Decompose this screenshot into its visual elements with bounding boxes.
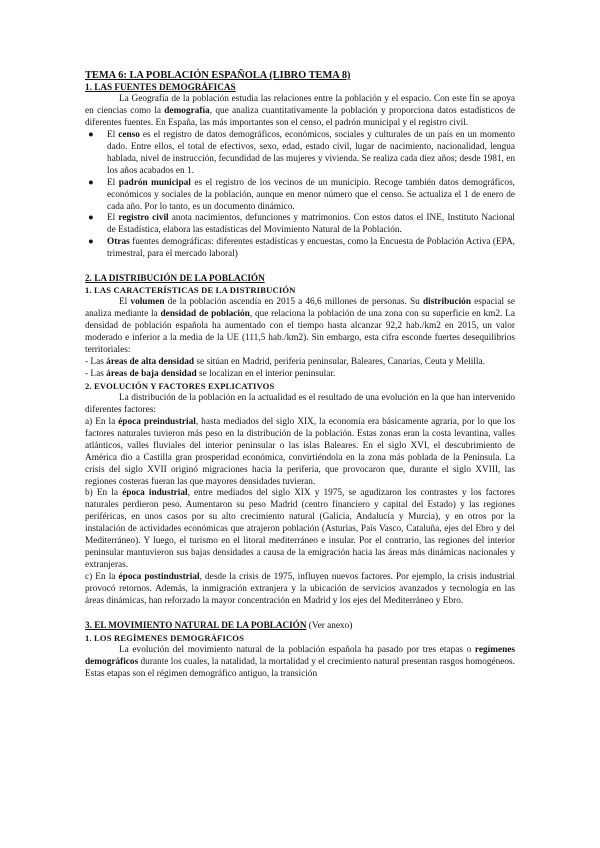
document-body <box>85 70 515 681</box>
line-alta-densidad: - Las áreas de alta densidad se sitúan en Madrid, periferia peninsular, Baleares, Canarias, Ceuta y Melilla. <box>85 356 485 367</box>
document-title: TEMA 6: LA POBLACIÓN ESPAÑOLA (LIBRO TEMA 8) <box>85 70 351 81</box>
bullet-icon: ● <box>88 177 94 188</box>
sources-list <box>85 130 515 261</box>
bullet-icon: ● <box>88 213 94 224</box>
subsection-heading-caracteristicas: 1. LAS CARACTERÍSTICAS DE LA DISTRIBUCIÓN <box>85 285 296 296</box>
section-heading-distribucion: 2. LA DISTRIBUCIÓN DE LA POBLACIÓN <box>85 273 265 284</box>
list-item-otras: ● Otras fuentes demográficas: diferentes estadísticas y encuestas, como la Encuesta de Población Activa (EPA, trimestral, para el mercado laboral) <box>88 237 515 260</box>
list-item-censo: ● El censo es el registro de datos demográficos, económicos, sociales y culturales de un país en un momento dado. Entre ellos, el total de efectivos, sexo, edad, estado civil, lugar de nacimiento, nacionalidad, lengua hablada, nivel de instrucción, fecundidad de las mujeres y vivienda. Se realiza cada diez años; desde 1981, en los años acabados en 1. <box>88 129 515 176</box>
line-baja-densidad: - Las áreas de baja densidad se localizan en el interior peninsular. <box>85 368 336 379</box>
section-heading-fuentes: 1. LAS FUENTES DEMOGRÁFICAS <box>85 82 236 92</box>
bullet-icon: ● <box>88 129 94 140</box>
subsection-heading-evolucion: 2. EVOLUCIÓN Y FACTORES EXPLICATIVOS <box>85 380 275 391</box>
list-item-padron: ● El padrón municipal es el registro de los vecinos de un municipio. Recoge también datos demográficos, económicos y sociales de la población, aunque en menor número que el censo. Se actualiza el 1 de enero de cada año. Por lo tanto, es un documento dinámico. <box>88 177 516 212</box>
annex-note: (Ver anexo) <box>306 620 353 631</box>
paragraph-intro: La Geografía de la población estudia las relaciones entre la población y el espacio. Con este fin se apoya en ciencias como la demografía, que analiza cuantitativamente la población y proporciona datos estadísticos de diferentes fuentes. En España, las más importantes son el censo, el padrón municipal y el registro civil. <box>85 93 516 128</box>
section-heading-movimiento: 3. EL MOVIMIENTO NATURAL DE LA POBLACIÓN (Ver anexo) <box>85 619 353 631</box>
paragraph-regimenes: La evolución del movimiento natural de la población española ha pasado por tres etapas o regímenes demográficos durante los cuales, la natalidad, la mortalidad y el crecimiento natural presentan rasgos homogéneos. Estas etapas son el régimen demográfico antiguo, la transición <box>85 644 515 679</box>
paragraph-postindustrial: c) En la época postindustrial, desde la crisis de 1975, influyen nuevos factores. Por ejemplo, la crisis industrial provocó retornos. Además, la inmigración extranjera y la ubicación de servicios avanzados y tecnología en las áreas dinámicas, han reforzado la mayor concentración en Madrid y los ejes del Mediterráneo y Ebro. <box>85 572 516 607</box>
paragraph-industrial: b) En la época industrial, entre mediados del siglo XIX y 1975, se agudizaron los contrastes y los factores naturales perdieron peso. Aumentaron su peso Madrid (centro financiero y capital del Estado) y las regiones periféricas, en unos casos por su alto crecimiento natural (Galicia, Andalucía y Murcia), y en otros por la instalación de actividades económicas que atrajeron población (Asturias, País Vasco, Cataluña, ejes del Ebro y del Mediterráneo). Y luego, el turismo en el litoral mediterráneo e insular. Por el contrario, las regiones del interior peninsular mantuvieron sus bajas densidades a causa de la emigración hacia las áreas más dinámicas nacionales y extranjeras. <box>85 488 515 571</box>
list-item-registro: ● El registro civil anota nacimientos, defunciones y matrimonios. Con estos datos el INE, Instituto Nacional de Estadística, elabora las estadísticas del Movimiento Natural de la Población. <box>88 213 515 236</box>
subsection-heading-regimenes: 1. LOS REGÍMENES DEMOGRÁFICOS <box>85 632 245 643</box>
bullet-icon: ● <box>88 237 94 248</box>
paragraph-volumen: El volumen de la población ascendía en 2015 a 46,6 millones de personas. Su distribución espacial se analiza mediante la densidad de población, que relaciona la población de una zona con su superficie en km2. La densidad de población española ha aumentado con el tiempo hasta alcanzar 92,2 hab./km2 en 2015, un valor moderado e inferior a la media de la UE (111,5 hab./km2). Sin embargo, esta cifra esconde fuertes desequilibrios territoriales: <box>85 297 515 356</box>
paragraph-preindustrial: a) En la época preindustrial, hasta mediados del siglo XIX, la economía era básicamente agraria, por lo que los factores naturales tuvieron más peso en la distribución de la población. Estas zonas eran la costa levantina, valles atlánticos, valles fluviales del interior peninsular o las islas Baleares. En el siglo XVI, el descubrimiento de América dio a Castilla gran prosperidad económica, convirtiéndola en la zona más poblada de la Península. La crisis del siglo XVII originó migraciones hacia la periferia, que provocaron que, durante el siglo XVIII, las regiones costeras fueran las que mayores densidades tuvieran. <box>85 416 515 487</box>
paragraph-evolucion-intro: La distribución de la población en la actualidad es el resultado de una evolución en la que han intervenido diferentes factores: <box>85 392 515 415</box>
